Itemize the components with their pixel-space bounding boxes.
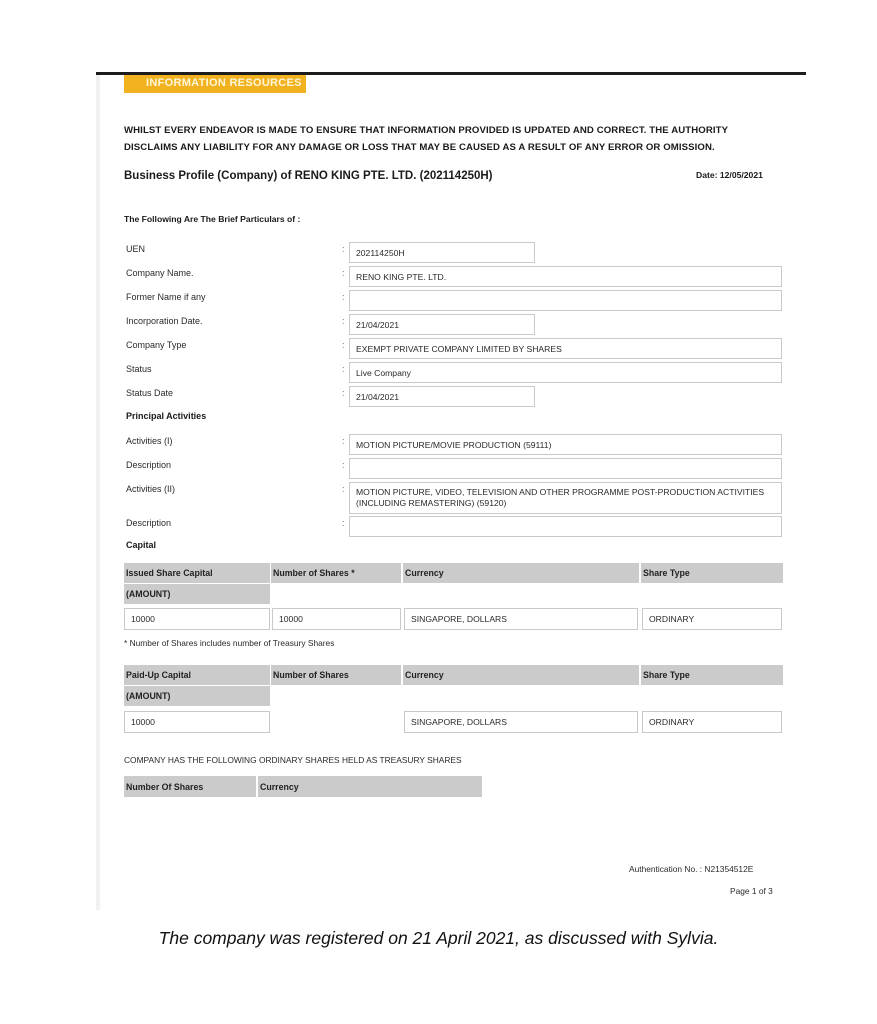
colon: :	[342, 518, 345, 528]
paid-up-header-shares: Number of Shares	[271, 665, 401, 685]
document-title: Business Profile (Company) of RENO KING PTE. LTD. (202114250H)	[124, 170, 493, 182]
page-edge-shadow	[96, 75, 100, 910]
disclaimer: WHILST EVERY ENDEAVOR IS MADE TO ENSURE THAT INFORMATION PROVIDED IS UPDATED AND CORRECT. THE AUTHORITY DISCLAIMS ANY LIABILITY FOR ANY DAMAGE OR LOSS THAT MAY BE CAUSED AS A RESULT OF ANY ERROR OR OMISSION.	[124, 125, 728, 153]
colon: :	[342, 460, 345, 470]
page-number: Page 1 of 3	[730, 886, 773, 896]
incorporation-date-value: 21/04/2021	[349, 314, 535, 335]
treasury-heading: COMPANY HAS THE FOLLOWING ORDINARY SHARES HELD AS TREASURY SHARES	[124, 755, 462, 765]
colon: :	[342, 316, 345, 326]
uen-label: UEN	[126, 244, 146, 254]
description-1-label: Description	[126, 460, 172, 470]
company-type-label: Company Type	[126, 340, 187, 350]
colon: :	[342, 364, 345, 374]
activities-1-label: Activities (I)	[126, 436, 173, 446]
issued-header-shares: Number of Shares *	[271, 563, 401, 583]
colon: :	[342, 292, 345, 302]
capital-heading: Capital	[126, 540, 157, 550]
issued-header-capital: Issued Share Capital	[124, 563, 270, 583]
status-value: Live Company	[349, 362, 782, 383]
company-name-label: Company Name.	[126, 268, 194, 278]
issued-header-currency: Currency	[403, 563, 639, 583]
issued-shares-cell: 10000	[272, 608, 401, 630]
authentication-number: Authentication No. : N21354512E	[629, 864, 754, 874]
company-type-value: EXEMPT PRIVATE COMPANY LIMITED BY SHARES	[349, 338, 782, 359]
uen-value: 202114250H	[349, 242, 535, 263]
description-2-label: Description	[126, 518, 172, 528]
status-date-label: Status Date	[126, 388, 174, 398]
particulars-subtitle: The Following Are The Brief Particulars of :	[124, 214, 301, 224]
paid-up-subheader-amount: (AMOUNT)	[124, 686, 270, 706]
issued-currency-cell: SINGAPORE, DOLLARS	[404, 608, 638, 630]
status-date-value: 21/04/2021	[349, 386, 535, 407]
colon: :	[342, 388, 345, 398]
paid-up-header-share-type: Share Type	[641, 665, 783, 685]
colon: :	[342, 436, 345, 446]
paid-up-share-type-cell: ORDINARY	[642, 711, 782, 733]
description-1-value	[349, 458, 782, 479]
issued-share-type-cell: ORDINARY	[642, 608, 782, 630]
activities-2-label: Activities (II)	[126, 484, 176, 494]
colon: :	[342, 244, 345, 254]
former-name-value	[349, 290, 782, 311]
former-name-label: Former Name if any	[126, 292, 206, 302]
treasury-header-shares: Number Of Shares	[124, 776, 256, 797]
description-2-value	[349, 516, 782, 537]
principal-activities-heading: Principal Activities	[126, 411, 207, 421]
issued-subheader-amount: (AMOUNT)	[124, 584, 270, 604]
caption: The company was registered on 21 April 2021, as discussed with Sylvia.	[158, 928, 719, 948]
paid-up-amount-cell: 10000	[124, 711, 270, 733]
document-date: Date: 12/05/2021	[696, 170, 763, 180]
paid-up-header-currency: Currency	[403, 665, 639, 685]
issued-amount-cell: 10000	[124, 608, 270, 630]
activities-1-value: MOTION PICTURE/MOVIE PRODUCTION (59111)	[349, 434, 782, 455]
incorporation-date-label: Incorporation Date.	[126, 316, 203, 326]
treasury-footnote: * Number of Shares includes number of Treasury Shares	[124, 638, 335, 648]
activities-2-value: MOTION PICTURE, VIDEO, TELEVISION AND OTHER PROGRAMME POST-PRODUCTION ACTIVITIES (INCLUDING REMASTERING) (59120)	[349, 482, 782, 514]
status-label: Status	[126, 364, 152, 374]
paid-up-currency-cell: SINGAPORE, DOLLARS	[404, 711, 638, 733]
colon: :	[342, 268, 345, 278]
information-resources-banner: INFORMATION RESOURCES	[124, 75, 306, 93]
paid-up-header-capital: Paid-Up Capital	[124, 665, 270, 685]
issued-header-share-type: Share Type	[641, 563, 783, 583]
colon: :	[342, 484, 345, 494]
treasury-header-currency: Currency	[258, 776, 482, 797]
colon: :	[342, 340, 345, 350]
company-name-value: RENO KING PTE. LTD.	[349, 266, 782, 287]
